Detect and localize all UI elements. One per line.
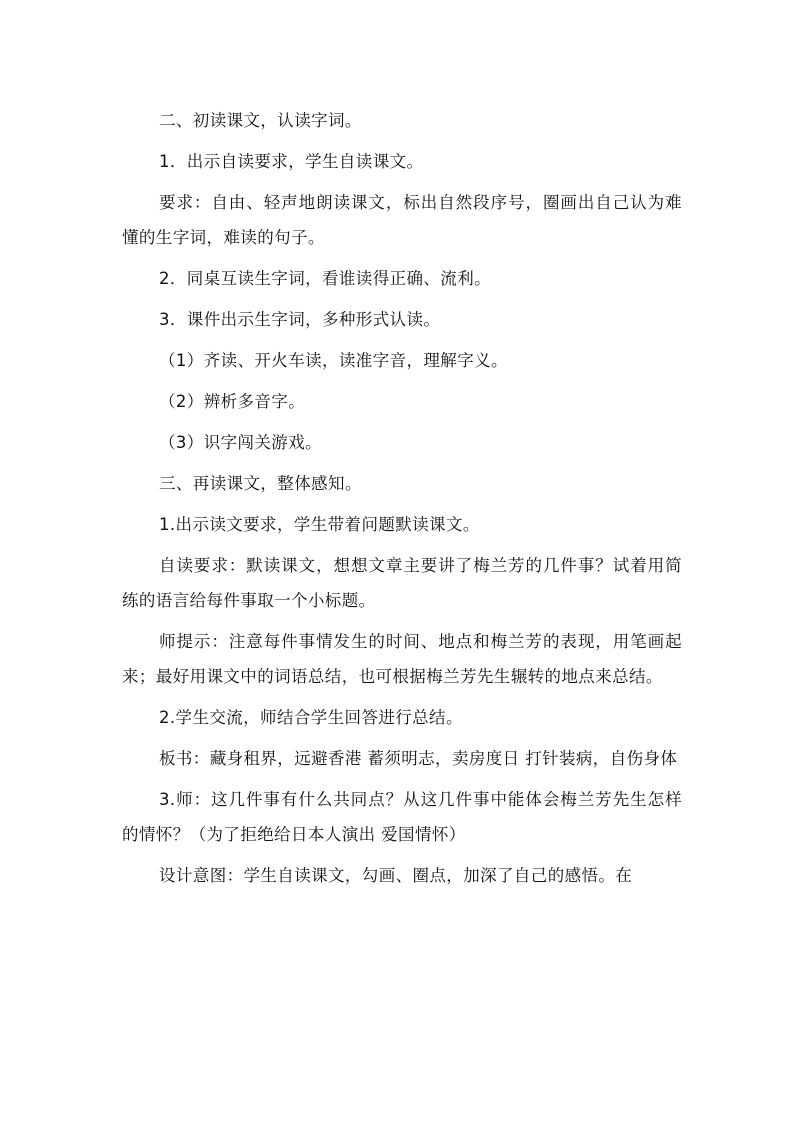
sub-item-1: （1）齐读、开火车读，读准字音，理解字义。	[159, 351, 508, 370]
section-heading-2: 二、初读课文，认读字词。	[159, 111, 362, 130]
step-3: 3．课件出示生字词，多种形式认读。	[159, 310, 441, 329]
teacher-hint: 师提示：注意每件事情发生的时间、地点和梅兰芳的表现，用笔画起来；最好用课文中的词语总结，也可根据梅兰芳先生辗转的地点来总结。	[122, 632, 682, 686]
step-1: 1．出示自读要求，学生自读课文。	[159, 152, 424, 171]
step-2: 2．同桌互读生字词，看谁读得正确、流利。	[159, 269, 491, 288]
sub-item-3: （3）识字闯关游戏。	[159, 433, 322, 452]
self-reading-requirement: 自读要求：默读课文，想想文章主要讲了梅兰芳的几件事？试着用简练的语言给每件事取一个小标题。	[122, 556, 682, 610]
sub-item-2: （2）辨析多音字。	[159, 392, 306, 411]
step-3-1: 1.出示读文要求，学生带着问题默读课文。	[159, 515, 480, 534]
step-3-2: 2.学生交流，师结合学生回答进行总结。	[159, 708, 463, 727]
design-intent: 设计意图：学生自读课文，勾画、圈点，加深了自己的感悟。在	[159, 866, 633, 885]
blackboard-writing: 板书：藏身租界，远避香港 蓄须明志，卖房度日 打针装病，自伤身体	[159, 749, 678, 768]
step-3-3: 3.师：这几件事有什么共同点？从这几件事中能体会梅兰芳先生怎样的情怀？（为了拒绝给日本人演出 爱国情怀）	[122, 790, 682, 844]
section-heading-3: 三、再读课文，整体感知。	[159, 474, 362, 493]
document-body	[122, 103, 682, 899]
requirement-paragraph: 要求：自由、轻声地朗读课文，标出自然段序号，圈画出自己认为难懂的生字词，难读的句子。	[122, 193, 682, 247]
